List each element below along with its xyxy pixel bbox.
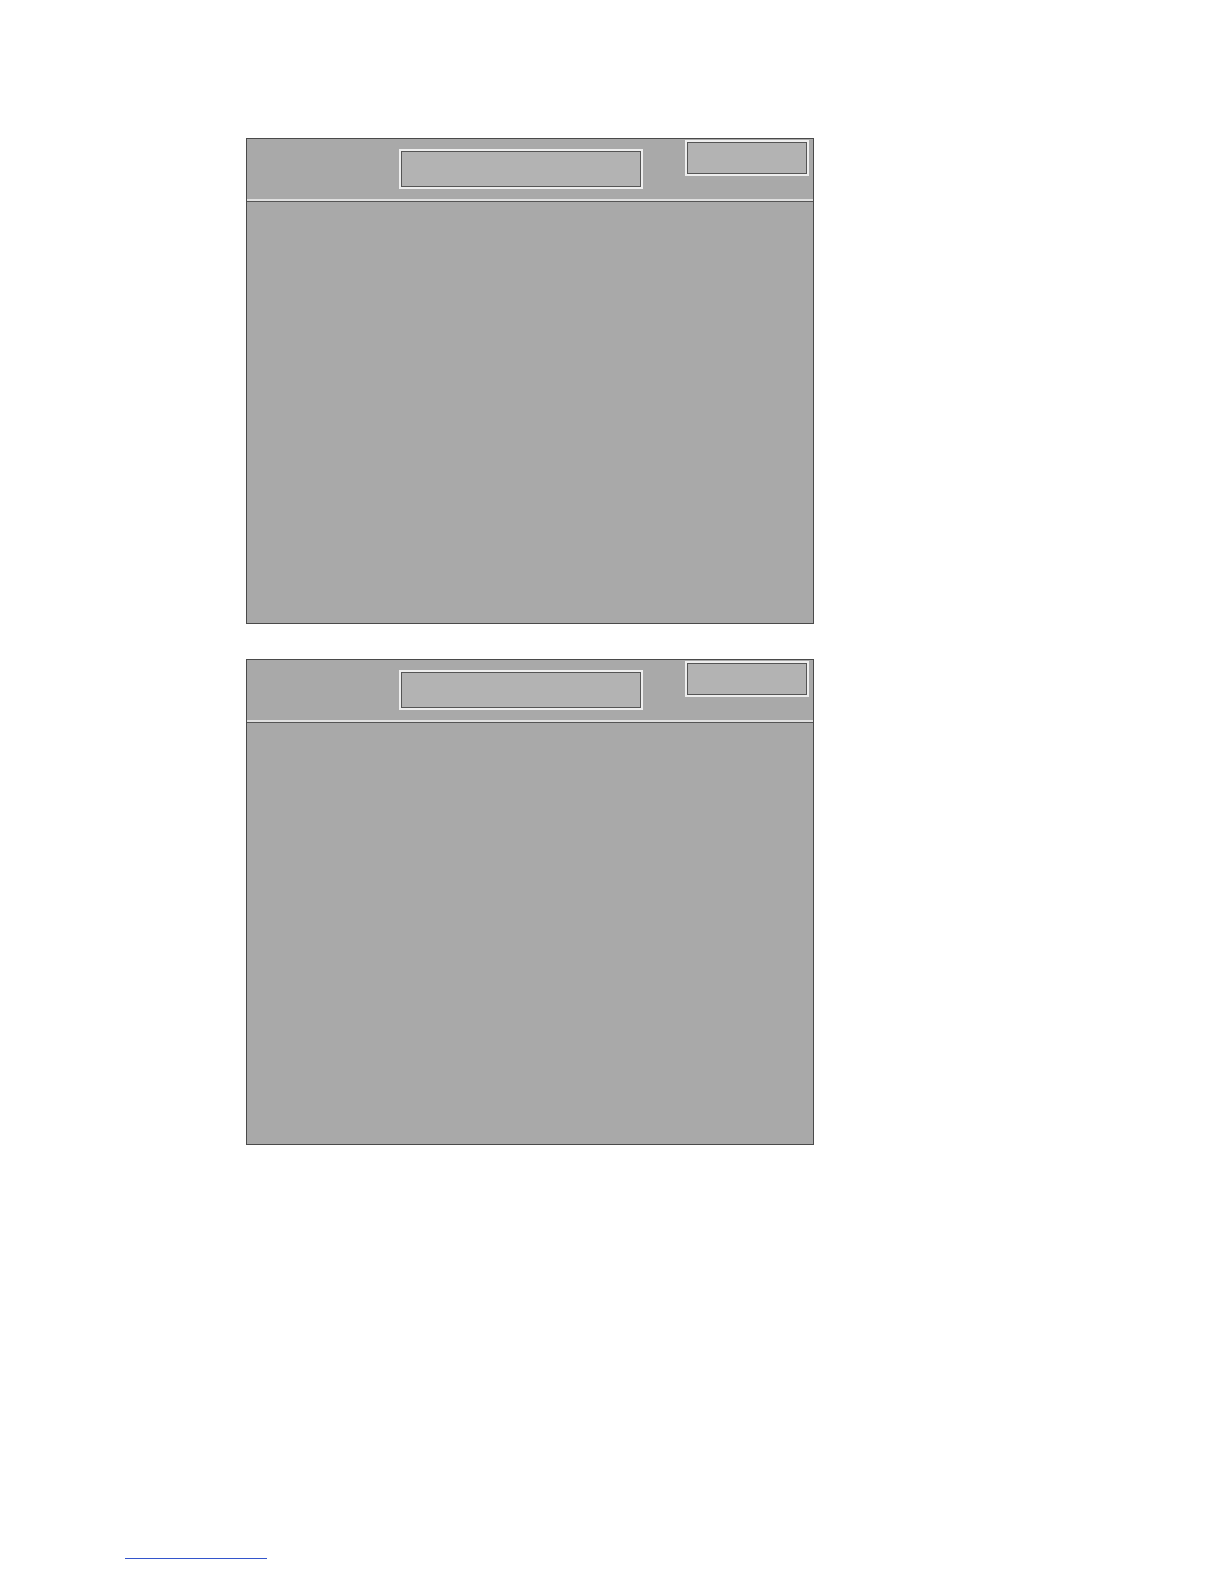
vessel-service-screen [246, 659, 894, 1145]
screen-header [247, 139, 813, 201]
page-title [399, 149, 643, 189]
footer-rule [125, 1558, 267, 1559]
screen-header [247, 660, 813, 722]
condenser-main-panel [246, 138, 814, 624]
condenser-service-screen [246, 138, 894, 624]
frick-logo [950, 56, 1080, 96]
date-time-display [685, 661, 809, 697]
vessel-main-panel [246, 659, 814, 1145]
date-time-display [685, 140, 809, 176]
page-title [399, 670, 643, 710]
softkey-panel [813, 138, 893, 624]
softkey-panel [813, 659, 893, 1145]
